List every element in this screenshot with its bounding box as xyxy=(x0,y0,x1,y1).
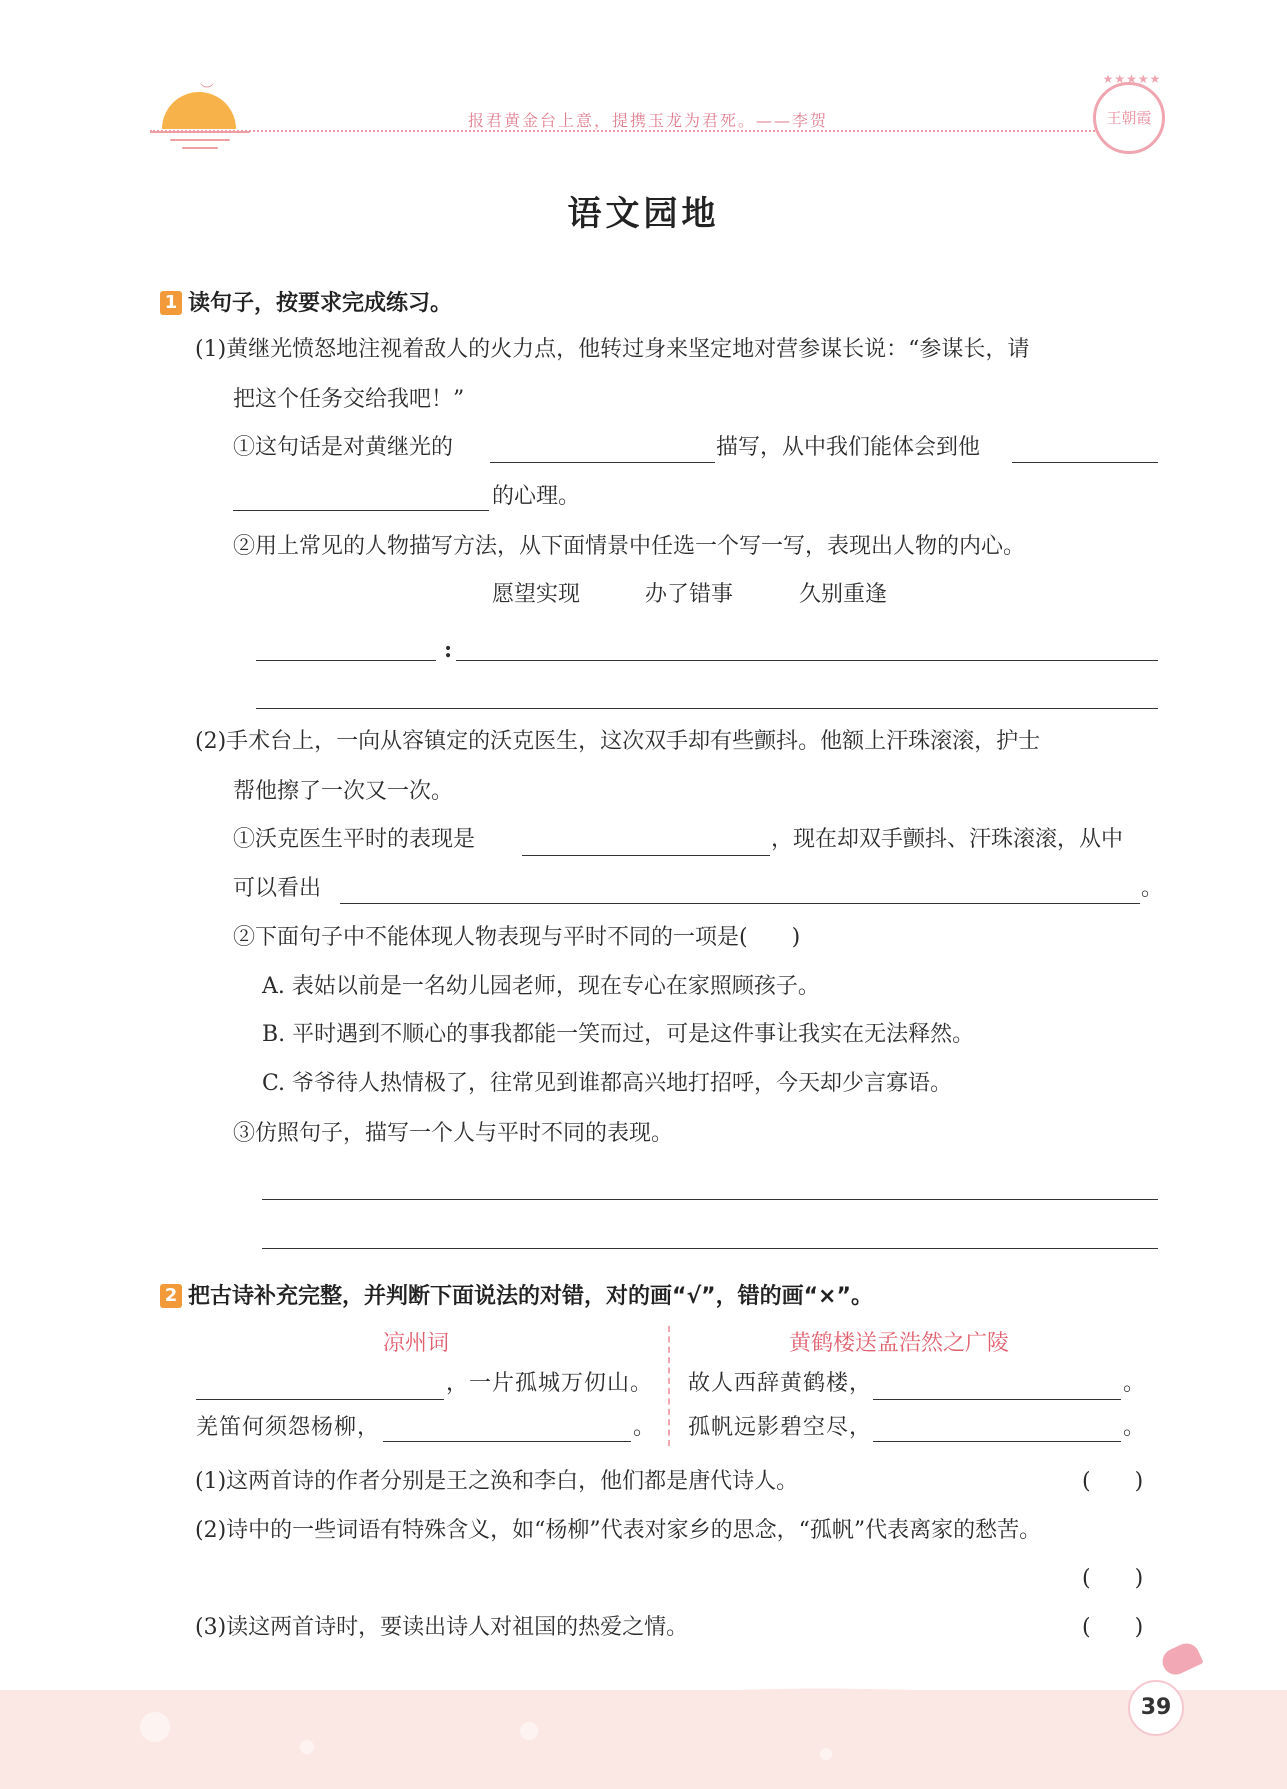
sunset-icon xyxy=(162,92,236,129)
q1-option-1: 愿望实现 xyxy=(492,582,581,607)
footer-band xyxy=(0,1690,1287,1789)
q2-sub1-second-prefix: 可以看出 xyxy=(233,876,322,901)
poem-1-blank-1[interactable] xyxy=(196,1399,444,1400)
footer-bubble xyxy=(300,1740,314,1754)
q1-sub1-prefix: ①这句话是对黄继光的 xyxy=(233,435,454,460)
section-2-heading-text: 把古诗补充完整，并判断下面说法的对错，对的画“√”，错的画“×”。 xyxy=(188,1284,873,1309)
q2-text-line1: (2)手术台上，一向从容镇定的沃克医生，这次双手却有些颤抖。他额上汗珠滚滚，护士 xyxy=(195,729,1041,754)
poem-2-line2-start: 孤帆远影碧空尽， xyxy=(688,1415,873,1440)
poem-1-line1-end: ，一片孤城万仞山。 xyxy=(446,1371,654,1396)
poem-2-blank-2[interactable] xyxy=(873,1441,1121,1442)
poem-1-title: 凉州词 xyxy=(383,1331,450,1356)
q1-text-line1: (1)黄继光愤怒地注视着敌人的火力点，他转过身来坚定地对营参谋长说：“参谋长，请 xyxy=(195,337,1030,362)
stamp-stars: ★★★★★ xyxy=(1102,72,1162,86)
poem-1-line2-start: 羌笛何须怨杨柳， xyxy=(196,1415,381,1440)
section-2-badge: 2 xyxy=(160,1284,182,1308)
poem-divider xyxy=(668,1326,670,1446)
q1-sub1-blank-3[interactable] xyxy=(233,510,489,511)
poem-2-line1-end: 。 xyxy=(1123,1371,1147,1396)
q2-choice-a[interactable]: A. 表姑以前是一名幼儿园老师，现在专心在家照顾孩子。 xyxy=(262,974,820,999)
sun-reflection-line xyxy=(170,139,230,141)
page-number: 39 xyxy=(1128,1680,1184,1736)
statement-3-bracket[interactable]: ( ) xyxy=(1082,1615,1144,1640)
poem-2-line2-end: 。 xyxy=(1123,1415,1147,1440)
poem-2-line1-start: 故人西辞黄鹤楼， xyxy=(688,1371,873,1396)
footer-bubble xyxy=(820,1748,832,1760)
q1-sub1-blank-1[interactable] xyxy=(490,462,715,463)
poem-2-blank-1[interactable] xyxy=(873,1399,1121,1400)
q1-sub1-middle: 描写，从中我们能体会到他 xyxy=(716,435,981,460)
q2-sub3-answer-line-2[interactable] xyxy=(262,1248,1158,1249)
q2-choice-c[interactable]: C. 爷爷待人热情极了，往常见到谁都高兴地打招呼，今天却少言寡语。 xyxy=(262,1071,953,1096)
statement-1-bracket[interactable]: ( ) xyxy=(1082,1469,1144,1494)
statement-2: (2)诗中的一些词语有特殊含义，如“杨柳”代表对家乡的思念，“孤帆”代表离家的愁苦。 xyxy=(195,1518,1042,1543)
q1-option-3: 久别重逢 xyxy=(799,582,888,607)
statement-1: (1)这两首诗的作者分别是王之涣和李白，他们都是唐代诗人。 xyxy=(195,1469,799,1494)
q1-sub1-blank-2[interactable] xyxy=(1012,462,1158,463)
q2-sub1-blank-1[interactable] xyxy=(522,855,770,856)
q1-sub1-suffix: 的心理。 xyxy=(492,484,581,509)
bird-icon: ︶ xyxy=(200,83,214,99)
q2-sub3-text: ③仿照句子，描写一个人与平时不同的表现。 xyxy=(233,1121,674,1146)
q2-sub2-question: ②下面句子中不能体现人物表现与平时不同的一项是( ) xyxy=(233,925,801,950)
q2-text-line2: 帮他擦了一次又一次。 xyxy=(233,779,454,804)
section-1-heading-text: 读句子，按要求完成练习。 xyxy=(188,291,453,316)
sun-reflection-line xyxy=(182,147,218,149)
stamp-logo xyxy=(1093,72,1165,154)
q2-sub1-end: 。 xyxy=(1141,876,1164,901)
poem-2-title: 黄鹤楼送孟浩然之广陵 xyxy=(789,1331,1010,1356)
q1-sub2-text: ②用上常见的人物描写方法，从下面情景中任选一个写一写，表现出人物的内心。 xyxy=(233,534,1026,559)
q2-choice-b[interactable]: B. 平时遇到不顺心的事我都能一笑而过，可是这件事让我实在无法释然。 xyxy=(262,1022,975,1047)
q2-sub1-blank-2[interactable] xyxy=(340,903,1140,904)
q1-sub2-colon: : xyxy=(444,637,453,663)
section-2-heading xyxy=(160,1279,873,1310)
statement-3: (3)读这两首诗时，要读出诗人对祖国的热爱之情。 xyxy=(195,1615,689,1640)
q1-sub2-scenario-blank[interactable] xyxy=(256,660,436,661)
statement-2-bracket[interactable]: ( ) xyxy=(1082,1566,1144,1591)
q1-sub2-answer-line-1[interactable] xyxy=(456,660,1158,661)
section-1-heading xyxy=(160,286,452,317)
page-title: 语文园地 xyxy=(567,194,720,234)
footer-bubble xyxy=(520,1722,538,1740)
stamp-text: 王朝霞 xyxy=(1106,109,1152,127)
poem-1-line2-end: 。 xyxy=(633,1415,657,1440)
section-1-badge: 1 xyxy=(160,291,182,315)
q2-sub1-middle: ，现在却双手颤抖、汗珠滚滚，从中 xyxy=(771,827,1124,852)
q1-sub2-answer-line-2[interactable] xyxy=(256,708,1158,709)
footer-bubble xyxy=(140,1712,170,1742)
poem-1-blank-2[interactable] xyxy=(383,1441,631,1442)
q1-option-2: 办了错事 xyxy=(645,582,734,607)
q2-sub1-prefix: ①沃克医生平时的表现是 xyxy=(233,827,476,852)
q1-text-line2: 把这个任务交给我吧！” xyxy=(233,387,465,412)
q2-sub3-answer-line-1[interactable] xyxy=(262,1199,1158,1200)
header-motto: 报君黄金台上意，提携玉龙为君死。——李贺 xyxy=(468,111,829,130)
